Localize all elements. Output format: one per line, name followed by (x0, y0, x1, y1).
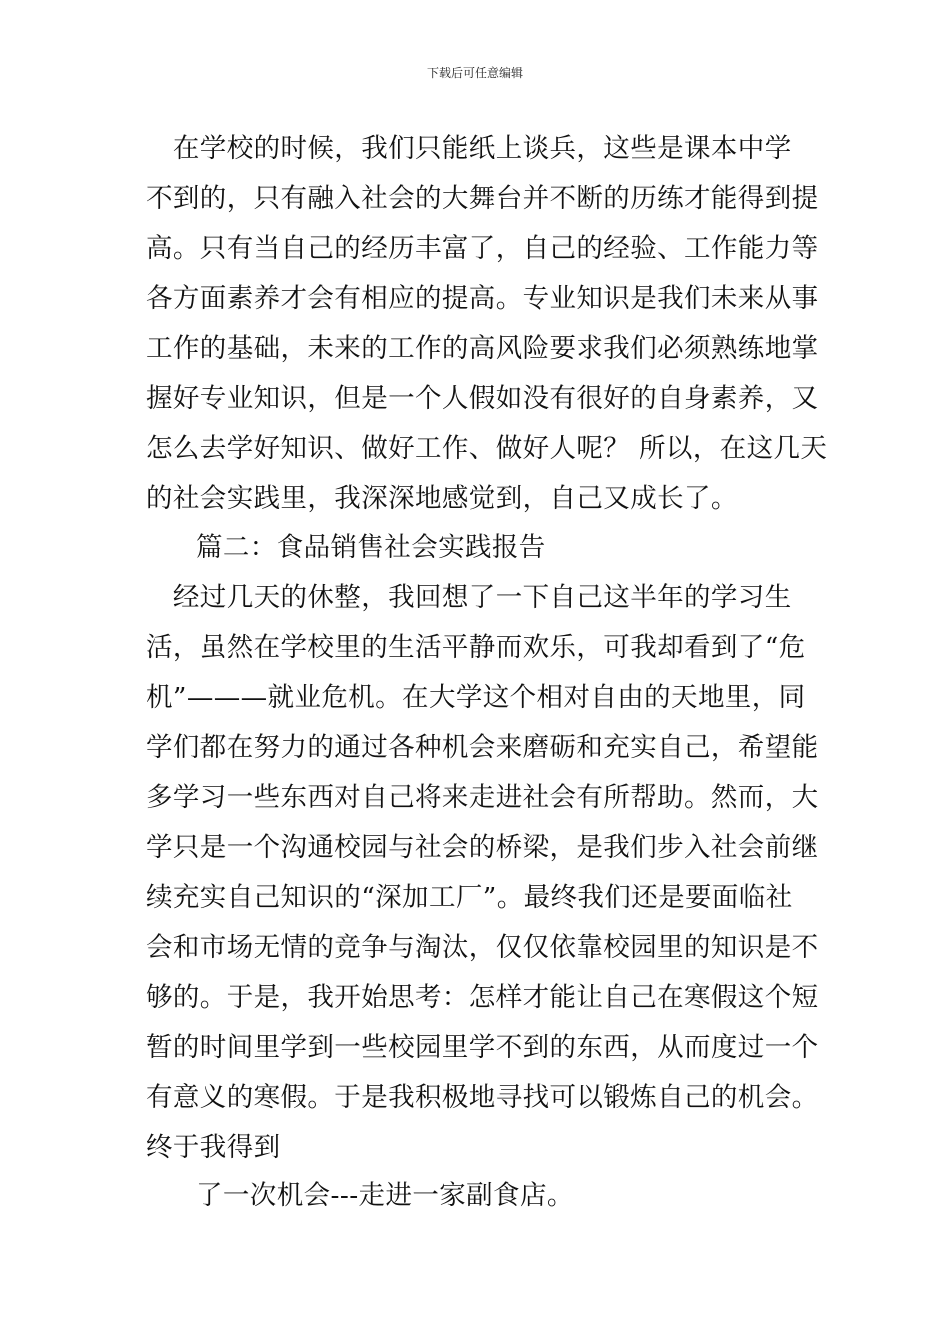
text-line: 多学习一些东西对自己将来走进社会有所帮助。然而，大 (146, 782, 819, 813)
text-line: 活，虽然在学校里的生活平静而欢乐，可我却看到了“危 (146, 632, 806, 663)
text-line: 会和市场无情的竞争与淘汰，仅仅依靠校园里的知识是不 (146, 932, 819, 963)
text-line: 的社会实践里，我深深地感觉到，自己又成长了。 (146, 483, 738, 514)
text-line: 经过几天的休整，我回想了一下自己这半年的学习生 (146, 582, 792, 613)
text-line: 学只是一个沟通校园与社会的桥梁，是我们步入社会前继 (146, 832, 819, 863)
text-line: 各方面素养才会有相应的提高。专业知识是我们未来从事 (146, 283, 819, 314)
text-line: 工作的基础，未来的工作的高风险要求我们必须熟练地掌 (146, 333, 819, 364)
text-line: 握好专业知识，但是一个人假如没有很好的自身素养，又 (146, 383, 819, 414)
text-line: 续充实自己知识的“深加工厂”。最终我们还是要面临社 (146, 882, 793, 913)
text-line: 在学校的时候，我们只能纸上谈兵，这些是课本中学 (146, 133, 792, 164)
text-line: 学们都在努力的通过各种机会来磨砺和充实自己，希望能 (146, 732, 819, 763)
text-line: 机”———就业危机。在大学这个相对自由的天地里，同 (146, 682, 806, 713)
text-line: 了一次机会---走进一家副食店。 (196, 1180, 574, 1211)
text-line: 高。只有当自己的经历丰富了，自己的经验、工作能力等 (146, 233, 819, 264)
section-heading: 篇二：食品销售社会实践报告 (196, 532, 546, 563)
text-line: 暂的时间里学到一些校园里学不到的东西，从而度过一个 (146, 1032, 819, 1063)
text-line: 怎么去学好知识、做好工作、做好人呢？ 所以，在这几天 (146, 433, 828, 464)
text-line: 不到的，只有融入社会的大舞台并不断的历练才能得到提 (146, 183, 819, 214)
text-line: 终于我得到 (146, 1132, 281, 1163)
text-line: 有意义的寒假。于是我积极地寻找可以锻炼自己的机会。 (146, 1082, 819, 1113)
page-header: 下载后可任意编辑 (426, 66, 523, 80)
text-line: 够的。于是，我开始思考：怎样才能让自己在寒假这个短 (146, 982, 819, 1013)
